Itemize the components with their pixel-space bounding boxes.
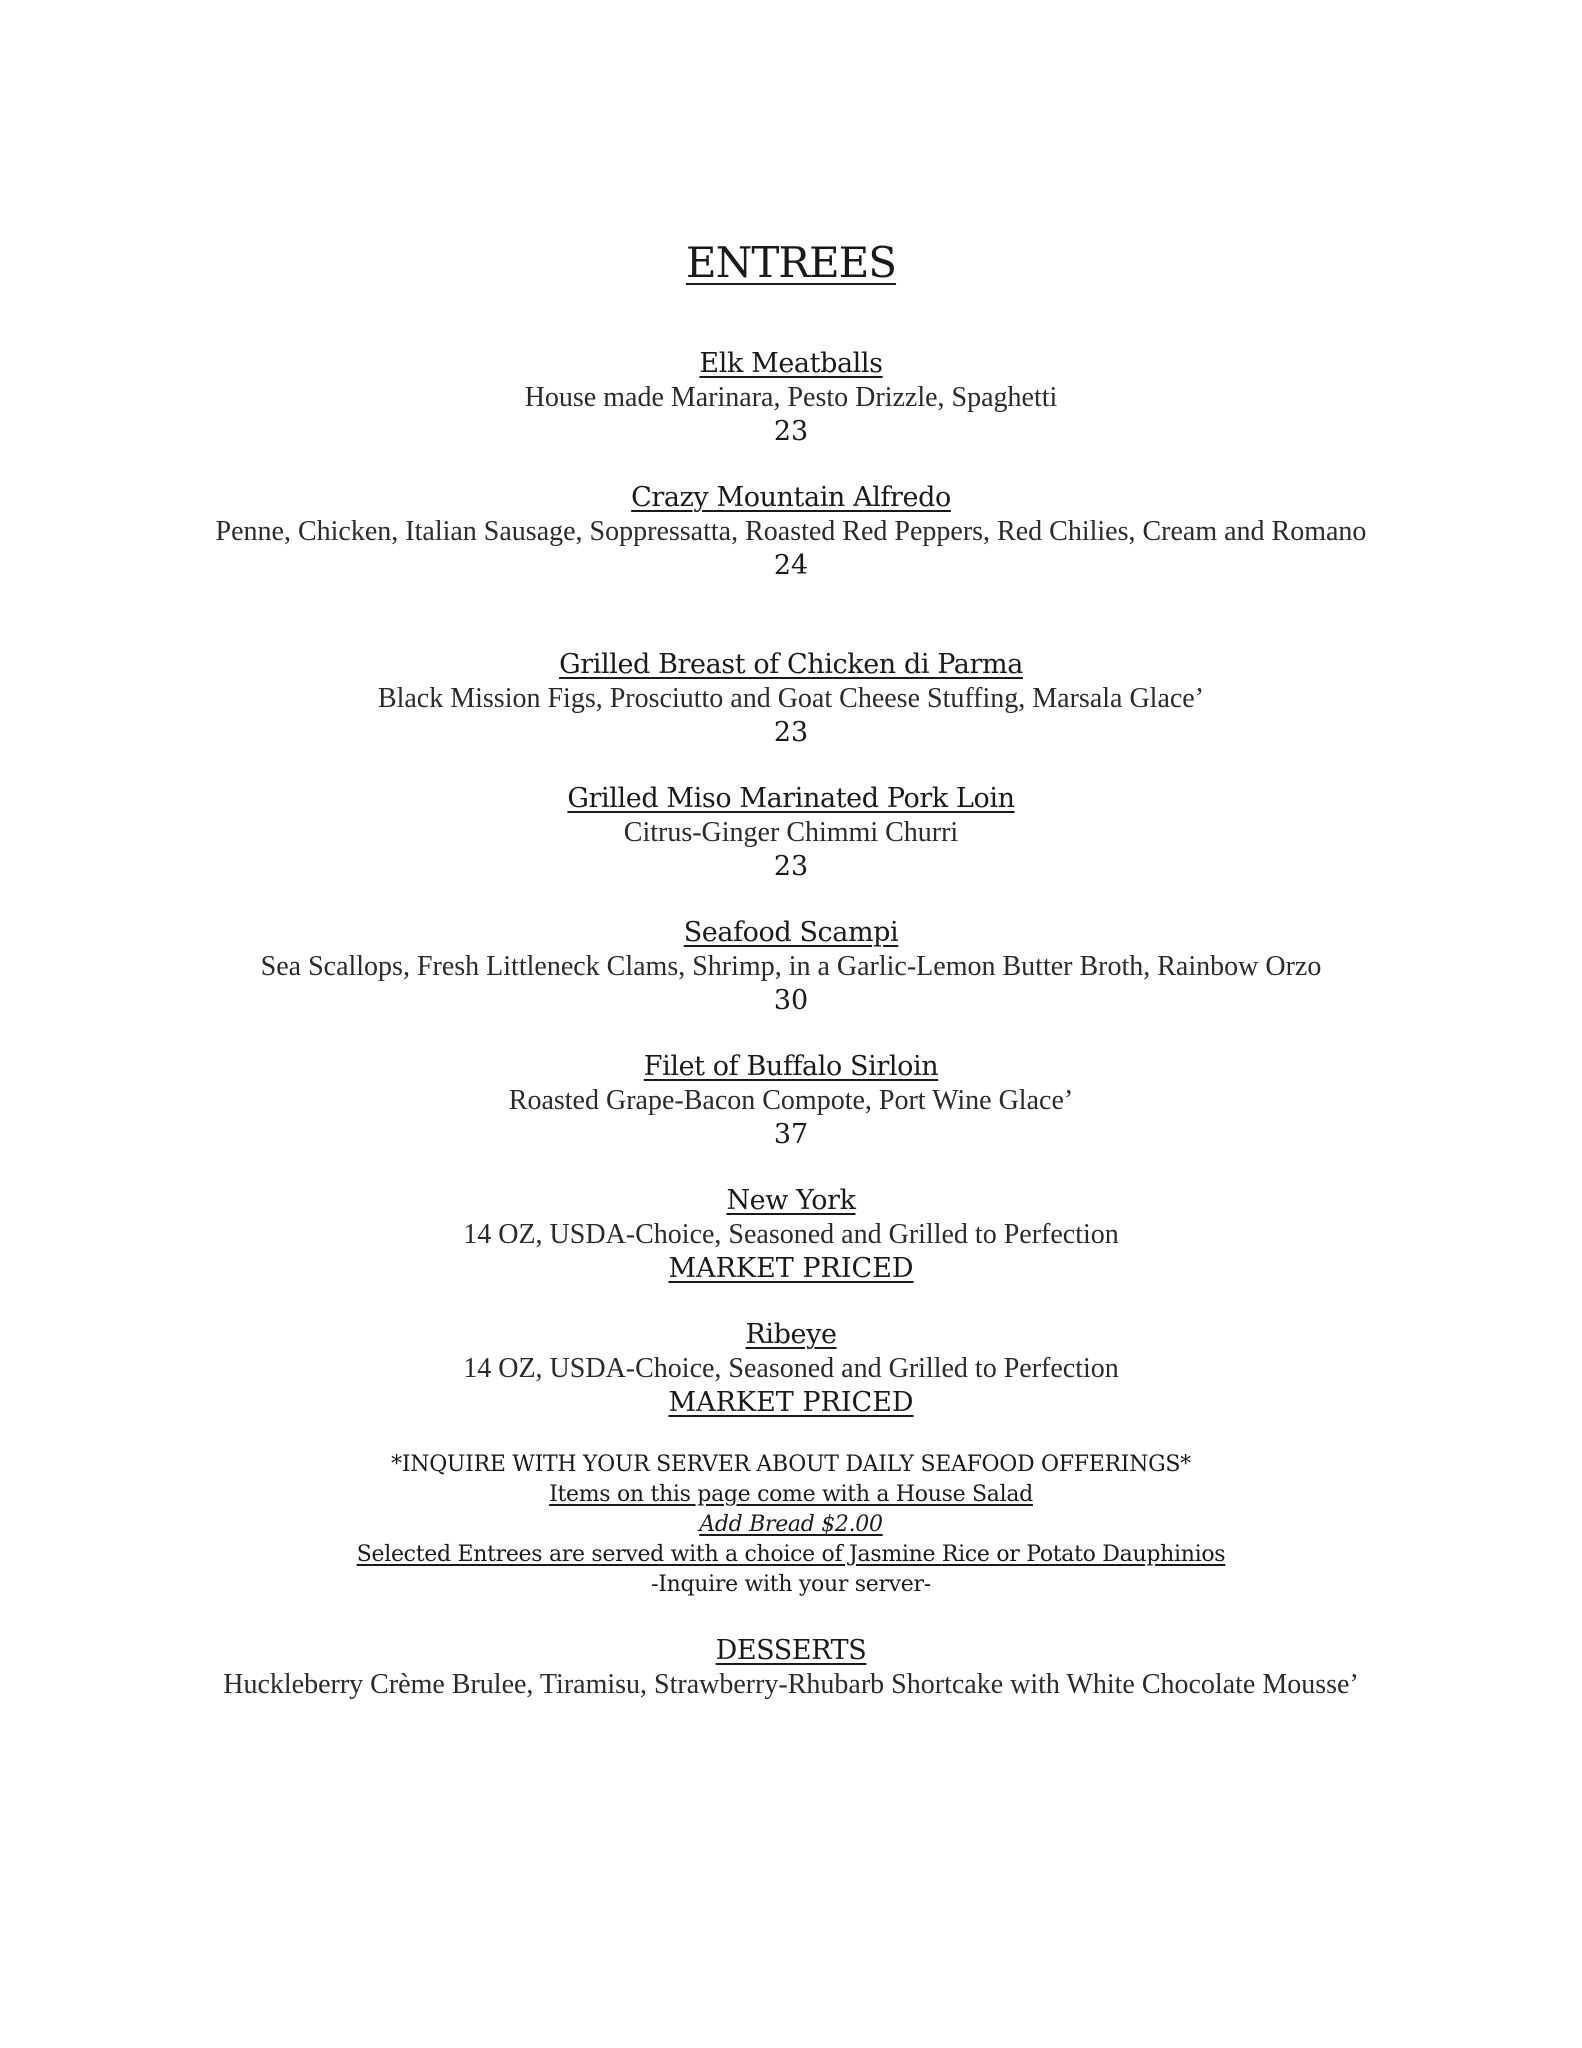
menu-item [200, 648, 1382, 749]
desserts-heading: DESSERTS [715, 1635, 867, 1666]
item-price: 23 [773, 851, 809, 882]
menu-item [200, 782, 1382, 883]
item-description: Sea Scallops, Fresh Littleneck Clams, Shrimp, in a Garlic-Lemon Butter Broth, Rainbow Orzo [260, 951, 1322, 982]
item-description: Roasted Grape-Bacon Compote, Port Wine Glace’ [508, 1085, 1074, 1116]
house-salad-note: Items on this page come with a House Salad [549, 1482, 1033, 1507]
menu-item [200, 1050, 1382, 1151]
item-name: New York [726, 1185, 856, 1216]
menu-item [200, 1318, 1382, 1419]
item-name: Grilled Breast of Chicken di Parma [559, 649, 1023, 680]
item-name: Crazy Mountain Alfredo [631, 482, 951, 513]
desserts-section [200, 1634, 1382, 1702]
item-description: Citrus-Ginger Chimmi Churri [623, 817, 959, 848]
bread-note: Add Bread $2.00 [699, 1512, 883, 1537]
item-price: 37 [773, 1119, 809, 1150]
seafood-note: *INQUIRE WITH YOUR SERVER ABOUT DAILY SEAFOOD OFFERINGS* [391, 1452, 1191, 1477]
item-name: Seafood Scampi [683, 917, 899, 948]
menu-item [200, 347, 1382, 448]
item-price: 23 [773, 717, 809, 748]
item-price: MARKET PRICED [668, 1387, 914, 1418]
item-name: Grilled Miso Marinated Pork Loin [567, 783, 1015, 814]
item-name: Ribeye [745, 1319, 837, 1350]
sides-note: Selected Entrees are served with a choice of Jasmine Rice or Potato Dauphinios [356, 1542, 1226, 1567]
item-price: 23 [773, 416, 809, 447]
item-description: Black Mission Figs, Prosciutto and Goat Cheese Stuffing, Marsala Glace’ [377, 683, 1205, 714]
item-description: House made Marinara, Pesto Drizzle, Spaghetti [524, 382, 1058, 413]
menu-item [205, 481, 1377, 582]
menu-item [200, 1184, 1382, 1285]
item-name: Elk Meatballs [699, 348, 883, 379]
page-title: ENTREES [685, 238, 897, 287]
item-description: Penne, Chicken, Italian Sausage, Soppressatta, Roasted Red Peppers, Red Chilies, Cream and Romano [215, 516, 1367, 547]
item-price: MARKET PRICED [668, 1253, 914, 1284]
desserts-description: Huckleberry Crème Brulee, Tiramisu, Strawberry-Rhubarb Shortcake with White Chocolate Mousse’ [223, 1669, 1359, 1700]
item-price: 24 [773, 550, 809, 581]
item-description: 14 OZ, USDA-Choice, Seasoned and Grilled to Perfection [463, 1353, 1119, 1384]
menu-item [200, 916, 1382, 1017]
menu-notes [200, 1450, 1382, 1600]
item-description: 14 OZ, USDA-Choice, Seasoned and Grilled to Perfection [463, 1219, 1119, 1250]
inquire-note: -Inquire with your server- [651, 1572, 931, 1597]
item-name: Filet of Buffalo Sirloin [643, 1051, 939, 1082]
item-price: 30 [773, 985, 809, 1016]
